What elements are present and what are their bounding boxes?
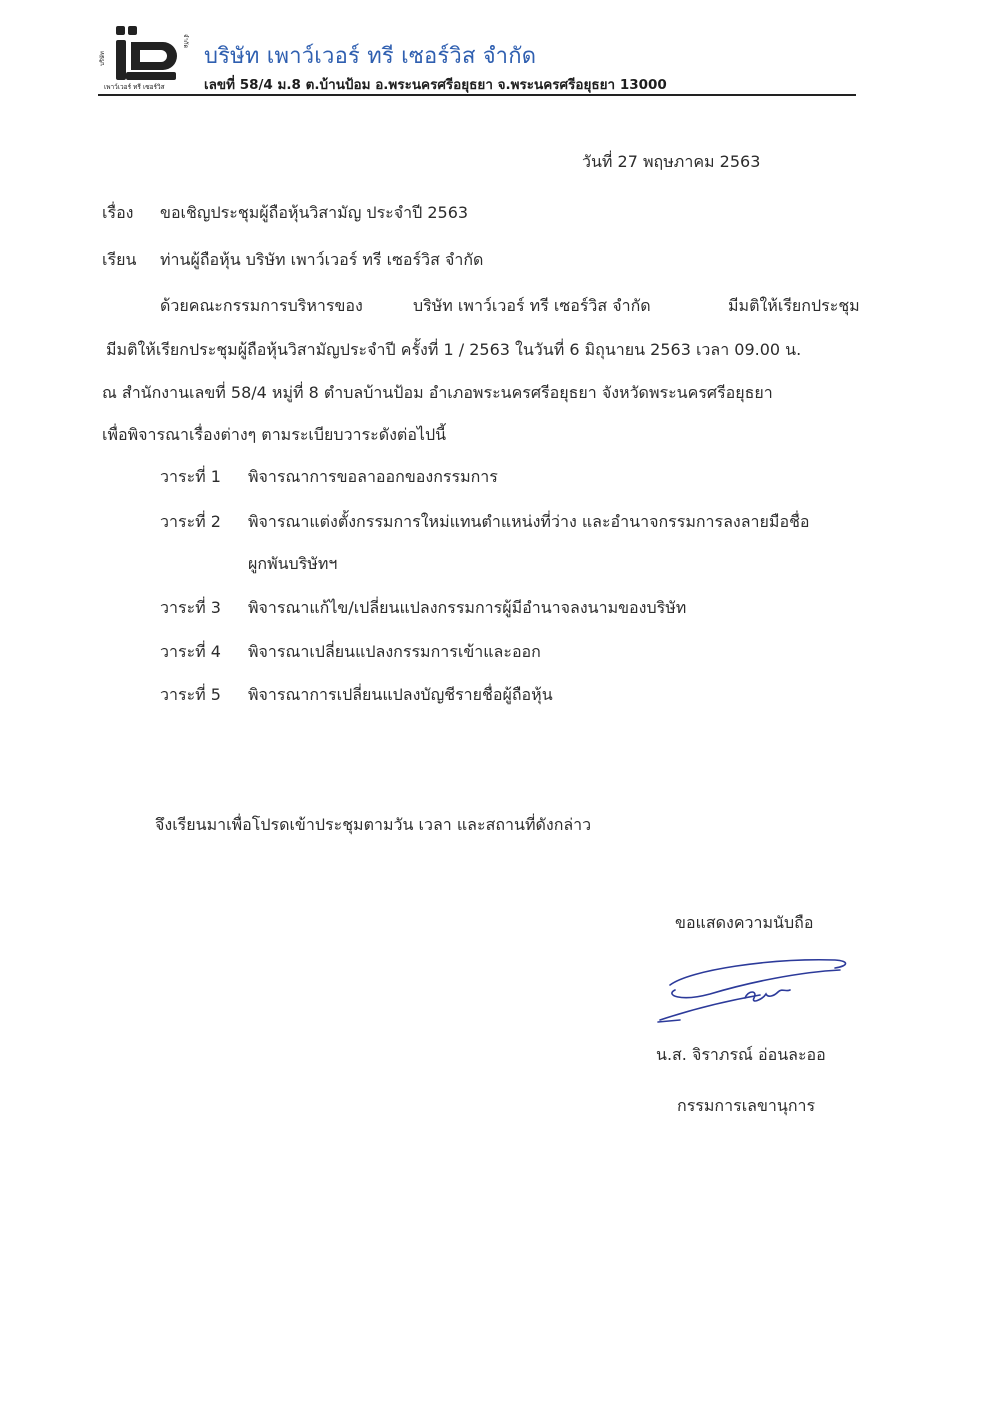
svg-text:เพาว์เวอร์ ทรี เซอร์วิส: เพาว์เวอร์ ทรี เซอร์วิส	[104, 83, 165, 91]
recipient-text: ท่านผู้ถือหุ้น บริษัท เพาว์เวอร์ ทรี เซอร์วิส จำกัด	[160, 250, 484, 269]
subject-label: เรื่อง	[102, 203, 134, 222]
body-line-1c: มีมติให้เรียกประชุม	[728, 296, 860, 315]
svg-text:จำกัด: จำกัด	[182, 34, 189, 49]
closing-sentence: จึงเรียนมาเพื่อโปรดเข้าประชุมตามวัน เวลา และสถานที่ดังกล่าว	[155, 815, 592, 834]
agenda-2-label: วาระที่ 2	[160, 512, 221, 531]
agenda-4-text: พิจารณาเปลี่ยนแปลงกรรมการเข้าและออก	[248, 642, 541, 661]
agenda-5-text: พิจารณาการเปลี่ยนแปลงบัญชีรายชื่อผู้ถือหุ้น	[248, 685, 553, 704]
svg-text:บริษัท: บริษัท	[99, 51, 106, 66]
body-line-1a: ด้วยคณะกรรมการบริหารของ	[160, 296, 363, 315]
recipient-label: เรียน	[102, 250, 137, 269]
signer-title: กรรมการเลขานุการ	[677, 1096, 816, 1115]
body-line-4: เพื่อพิจารณาเรื่องต่างๆ ตามระเบียบวาระดังต่อไปนี้	[102, 425, 447, 444]
agenda-3-label: วาระที่ 3	[160, 598, 221, 617]
agenda-2-text-cont: ผูกพันบริษัทฯ	[248, 554, 338, 573]
agenda-5-label: วาระที่ 5	[160, 685, 221, 704]
regards: ขอแสดงความนับถือ	[675, 913, 814, 932]
agenda-3-text: พิจารณาแก้ไข/เปลี่ยนแปลงกรรมการผู้มีอำนาจลงนามของบริษัท	[248, 598, 687, 617]
letterhead-divider	[98, 94, 856, 96]
body-line-3: ณ สำนักงานเลขที่ 58/4 หมู่ที่ 8 ตำบลบ้านป้อม อำเภอพระนครศรีอยุธยา จังหวัดพระนครศรีอยุธยา	[102, 383, 773, 402]
agenda-1-label: วาระที่ 1	[160, 467, 221, 486]
company-address: เลขที่ 58/4 ม.8 ต.บ้านป้อม อ.พระนครศรีอยุธยา จ.พระนครศรีอยุธยา 13000	[204, 77, 667, 93]
company-name: บริษัท เพาว์เวอร์ ทรี เซอร์วิส จำกัด	[204, 44, 537, 69]
body-line-2: มีมติให้เรียกประชุมผู้ถือหุ้นวิสามัญประจำปี ครั้งที่ 1 / 2563 ในวันที่ 6 มิถุนายน 2563 เวลา 09.00 น.	[106, 340, 802, 359]
signer-name: น.ส. จิราภรณ์ อ่อนละออ	[656, 1045, 826, 1064]
body-line-1b: บริษัท เพาว์เวอร์ ทรี เซอร์วิส จำกัด	[413, 296, 651, 315]
agenda-4-label: วาระที่ 4	[160, 642, 221, 661]
handwritten-signature	[650, 950, 855, 1030]
agenda-1-text: พิจารณาการขอลาออกของกรรมการ	[248, 467, 498, 486]
letter-date: วันที่ 27 พฤษภาคม 2563	[582, 152, 761, 171]
subject-text: ขอเชิญประชุมผู้ถือหุ้นวิสามัญ ประจำปี 2563	[160, 203, 469, 222]
company-logo	[98, 20, 190, 92]
agenda-2-text: พิจารณาแต่งตั้งกรรมการใหม่แทนตำแหน่งที่ว่าง และอำนาจกรรมการลงลายมือชื่อ	[248, 512, 810, 531]
